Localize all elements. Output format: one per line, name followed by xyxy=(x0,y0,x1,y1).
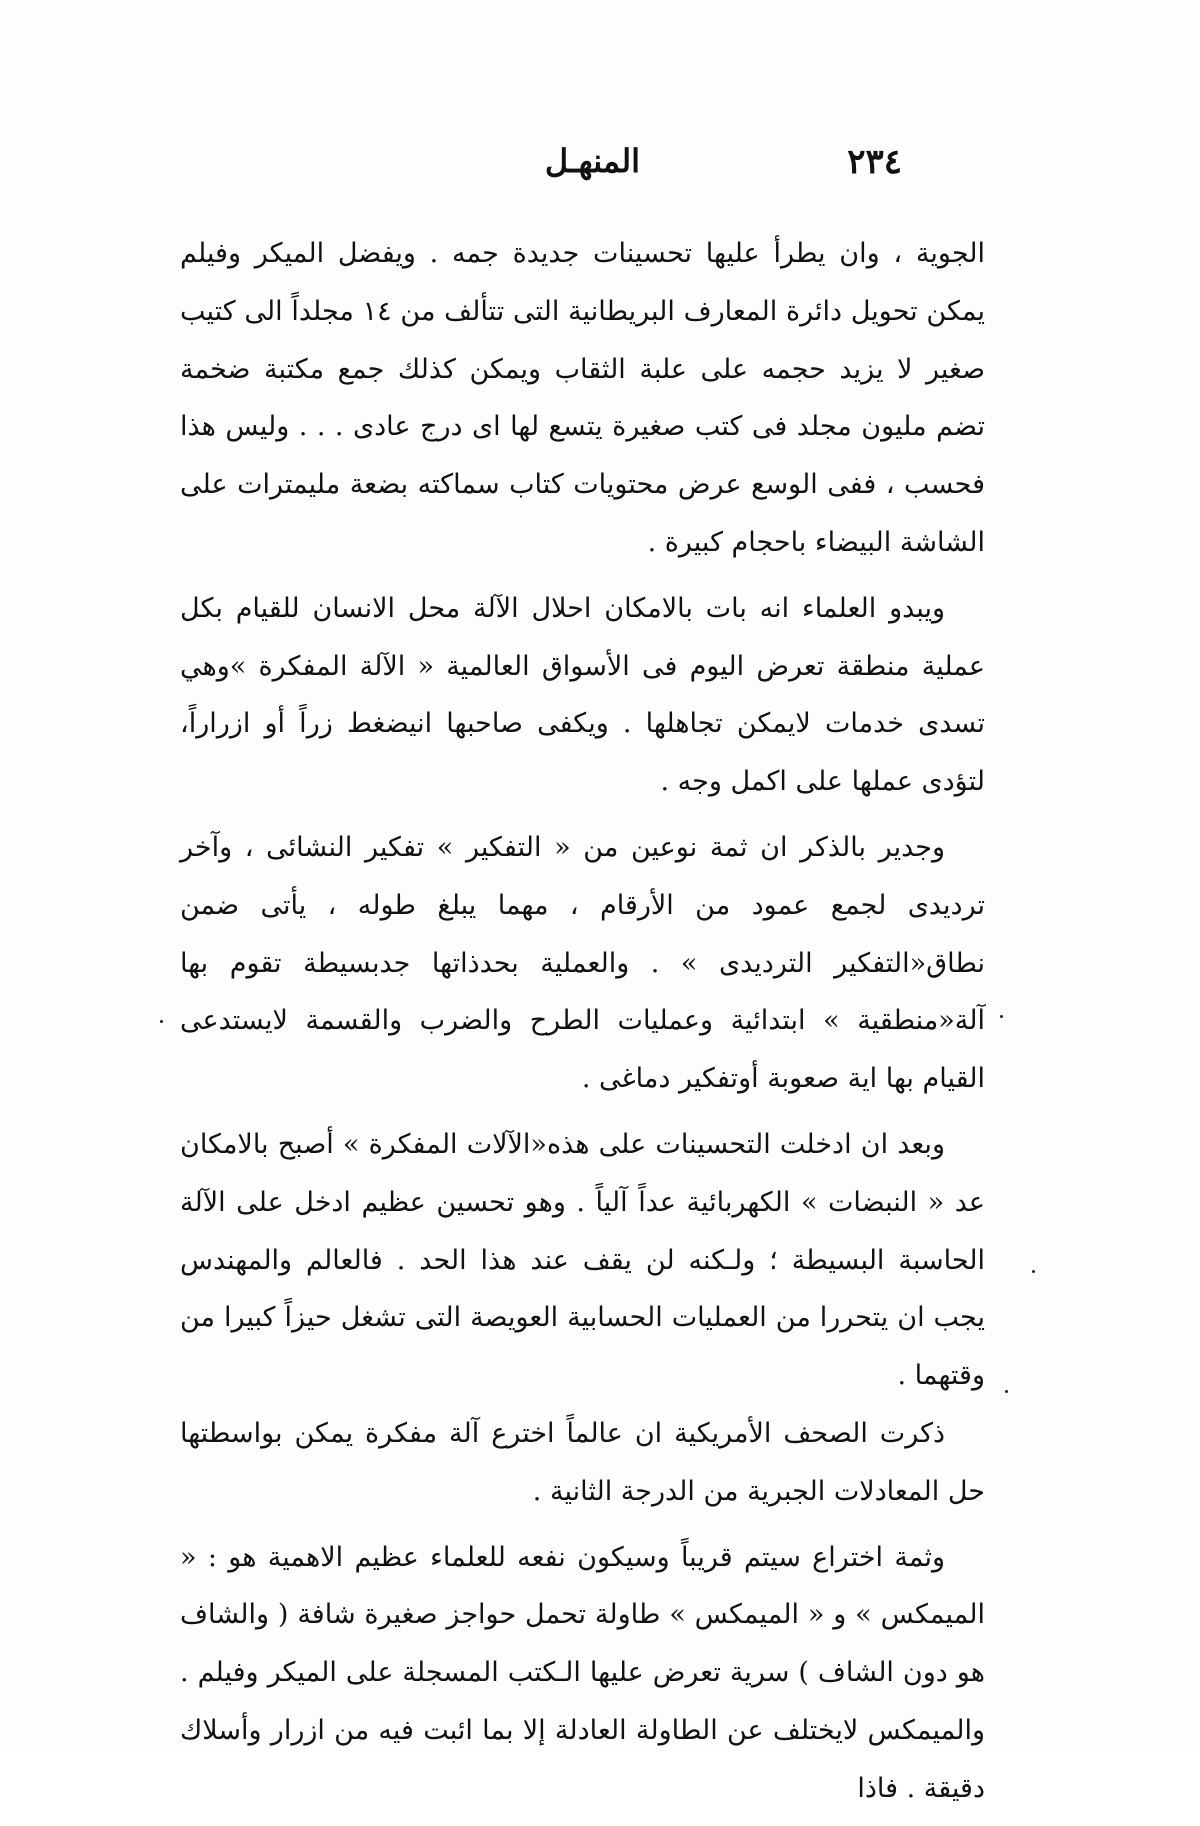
scan-speck xyxy=(160,1020,163,1023)
paragraph-5: ذكرت الصحف الأمريكية ان عالماً اخترع آلة مفكرة يمكن بواسطتها حل المعادلات الجبرية من الدرجة الثانية . xyxy=(180,1417,985,1507)
journal-title: المنهـل xyxy=(544,142,640,180)
paragraph-2: ويبدو العلماء انه بات بالامكان احلال الآلة محل الانسان للقيام بكل عملية منطقة تعرض اليوم فى الأسواق العالمية « الآلة المفكرة »وهي تسدى خدمات لايمكن تجاهلها . ويكفى صاحبها انيضغط زراً أو ازراراً، لتؤدى عملها على اكمل وجه . xyxy=(180,592,985,798)
scan-speck xyxy=(1032,1270,1035,1273)
paragraph-6: وثمة اختراع سيتم قريباً وسيكون نفعه للعلماء عظيم الاهمية هو : « الميمكس » و « الميمكس » طاولة تحمل حواجز صغيرة شافة ( والشاف هو دون الشاف ) سرية تعرض عليها الـكتب المسجلة على الميكر وفيلم . والميمكس لايختلف عن الطاولة العادلة إلا بما ائبت فيه من ازرار وأسلاك دقيقة . فاذا xyxy=(180,1541,985,1804)
paragraph-4: وبعد ان ادخلت التحسينات على هذه«الآلات المفكرة » أصبح بالامكان عد « النبضات » الكهربائية عداً آلياً . وهو تحسين عظيم ادخل على الآلة الحاسبة البسيطة ؛ ولـكنه لن يقف عند هذا الحد . فالعالم والمهندس يجب ان يتحررا من العمليات الحسابية العويصة التى تشغل حيزاً كبيرا من وقتهما . xyxy=(180,1128,985,1392)
scan-speck xyxy=(1000,1015,1003,1018)
scan-speck xyxy=(1005,1390,1008,1393)
page-number: ٢٣٤ xyxy=(847,142,902,182)
article-body xyxy=(180,225,985,1826)
paragraph-1: الجوية ، وان يطرأ عليها تحسينات جديدة جمه . ويفضل الميكر وفيلم يمكن تحويل دائرة المعارف البريطانية التى تتألف من ١٤ مجلداً الى كتيب صغير لا يزيد حجمه على علبة الثقاب ويمكن كذلك جمع مكتبة ضخمة تضم مليون مجلد فى كتب صغيرة يتسع لها اى درج عادى . . . وليس هذا فحسب ، ففى الوسع عرض محتويات كتاب سماكته بضعة مليمترات على الشاشة البيضاء باحجام كبيرة . xyxy=(180,238,986,558)
paragraph-3: وجدير بالذكر ان ثمة نوعين من « التفكير » تفكير النشائى ، وآخر ترديدى لجمع عمود من الأرقام ، مهما يبلغ طوله ، يأتى ضمن نطاق«التفكير الترديدى » . والعملية بحدذاتها جدبسيطة تقوم بها آلة«منطقية » ابتدائية وعمليات الطرح والضرب والقسمة لايستدعى القيام بها اية صعوبة أوتفكير دماغى . xyxy=(180,831,985,1095)
page-header xyxy=(180,132,980,192)
